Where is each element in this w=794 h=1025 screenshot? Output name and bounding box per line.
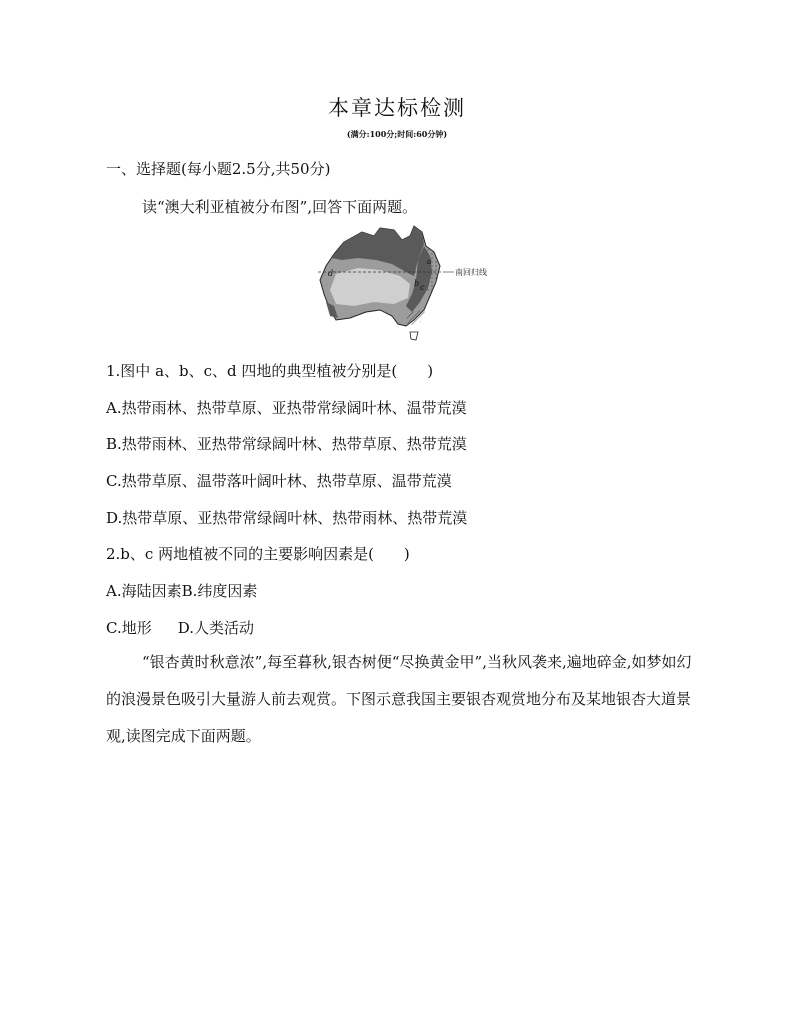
tropic-label: 南回归线 — [455, 268, 487, 277]
q2-option-a: A.海陆因素 — [106, 582, 182, 600]
group1-intro: 读“澳大利亚植被分布图”,回答下面两题。 — [142, 198, 418, 216]
map-label-d: d — [328, 269, 334, 278]
tasmania — [410, 332, 418, 340]
australia-vegetation-map — [314, 224, 494, 349]
q1-option-c: C.热带草原、温带落叶阔叶林、热带草原、温带荒漠 — [106, 472, 452, 490]
group2-intro: “银杏黄时秋意浓”,每至暮秋,银杏树便“尽换黄金甲”,当秋风袭来,遍地碎金,如梦如幻的浪漫景色吸引大量游人前去观赏。下图示意我国主要银杏观赏地分布及某地银杏大道景观,读图完成下面两题。 — [106, 653, 692, 745]
q2-option-b: B.纬度因素 — [181, 582, 258, 600]
q2-option-d: D.人类活动 — [177, 619, 254, 637]
map-label-a: a — [427, 257, 432, 266]
q2-option-c: C.地形 — [106, 619, 152, 637]
q2-options-row2 — [106, 617, 254, 638]
page-title: 本章达标检测 — [328, 96, 466, 120]
q1-stem: 1.图中 a、b、c、d 四地的典型植被分别是( ) — [106, 362, 434, 380]
q2-options-row1 — [106, 580, 257, 601]
map-label-b: b — [414, 279, 420, 288]
page-subtitle: (满分:100分;时间:60分钟) — [346, 129, 448, 139]
map-label-c: c — [420, 283, 425, 292]
section-heading: 一、选择题(每小题2.5分,共50分) — [106, 160, 331, 178]
q1-option-b: B.热带雨林、亚热带常绿阔叶林、热带草原、热带荒漠 — [106, 435, 467, 453]
q2-stem: 2.b、c 两地植被不同的主要影响因素是( ) — [106, 545, 410, 563]
q1-option-d: D.热带草原、亚热带常绿阔叶林、热带雨林、热带荒漠 — [106, 509, 468, 527]
q1-option-a: A.热带雨林、热带草原、亚热带常绿阔叶林、温带荒漠 — [106, 399, 467, 417]
